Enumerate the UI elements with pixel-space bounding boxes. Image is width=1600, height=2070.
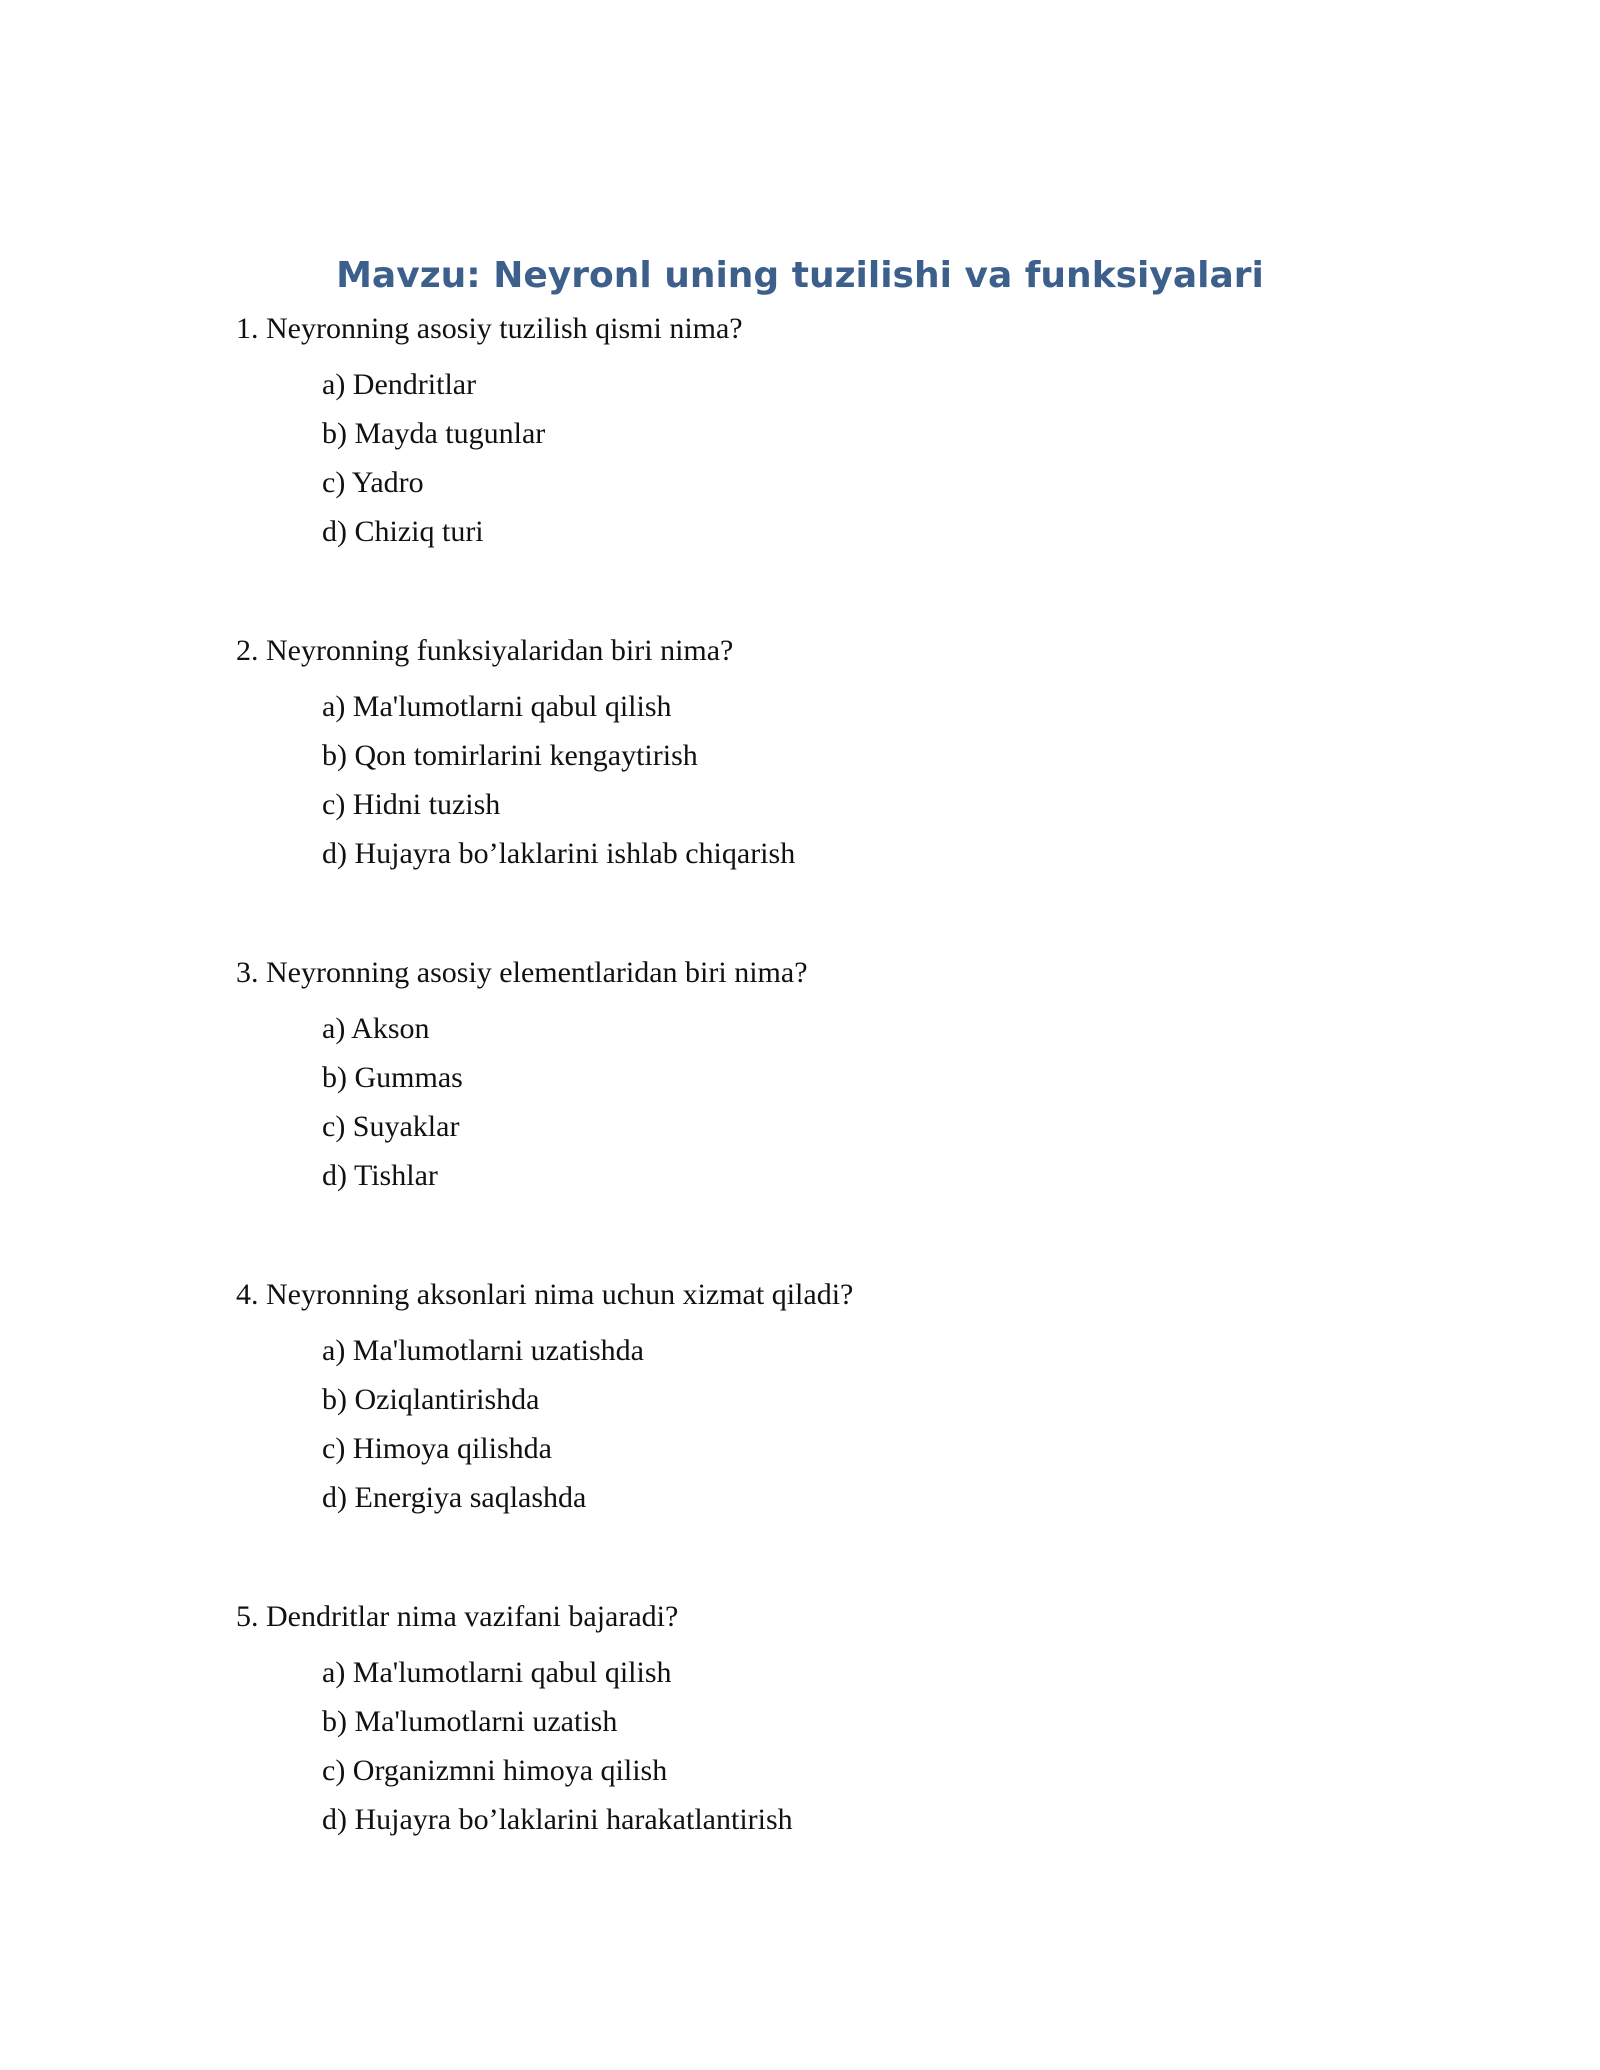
- answer-option: a) Dendritlar: [322, 368, 477, 401]
- answer-options: [322, 1009, 1436, 1196]
- question-text: 1. Neyronning asosiy tuzilish qismi nima?: [236, 312, 743, 345]
- question-4: [236, 1275, 1436, 1527]
- answer-option: a) Akson: [322, 1012, 430, 1045]
- answer-option: a) Ma'lumotlarni uzatishda: [322, 1334, 644, 1367]
- answer-option: c) Yadro: [322, 466, 424, 499]
- answer-option: d) Hujayra bo’laklarini ishlab chiqarish: [322, 837, 796, 870]
- answer-options: [322, 1653, 1436, 1840]
- document-title: Mavzu: Neyronl uning tuzilishi va funksiyalari: [336, 255, 1264, 296]
- answer-option: d) Hujayra bo’laklarini harakatlantirish: [322, 1803, 793, 1836]
- answer-option: a) Ma'lumotlarni qabul qilish: [322, 1656, 672, 1689]
- question-text: 4. Neyronning aksonlari nima uchun xizmat qiladi?: [236, 1278, 854, 1311]
- answer-option: b) Mayda tugunlar: [322, 417, 546, 450]
- answer-options: [322, 365, 1436, 552]
- answer-options: [322, 687, 1436, 874]
- answer-option: b) Oziqlantirishda: [322, 1383, 540, 1416]
- question-text: 5. Dendritlar nima vazifani bajaradi?: [236, 1600, 679, 1633]
- answer-options: [322, 1331, 1436, 1518]
- answer-option: c) Himoya qilishda: [322, 1432, 552, 1465]
- question-text: 2. Neyronning funksiyalaridan biri nima?: [236, 634, 734, 667]
- answer-option: b) Qon tomirlarini kengaytirish: [322, 739, 698, 772]
- answer-option: c) Suyaklar: [322, 1110, 460, 1143]
- answer-option: d) Tishlar: [322, 1159, 438, 1192]
- answer-option: d) Energiya saqlashda: [322, 1481, 587, 1514]
- question-2: [236, 631, 1436, 883]
- question-5: [236, 1597, 1436, 1849]
- answer-option: c) Organizmni himoya qilish: [322, 1754, 668, 1787]
- answer-option: a) Ma'lumotlarni qabul qilish: [322, 690, 672, 723]
- answer-option: d) Chiziq turi: [322, 515, 484, 548]
- question-text: 3. Neyronning asosiy elementlaridan biri nima?: [236, 956, 808, 989]
- answer-option: b) Ma'lumotlarni uzatish: [322, 1705, 618, 1738]
- answer-option: c) Hidni tuzish: [322, 788, 501, 821]
- answer-option: b) Gummas: [322, 1061, 463, 1094]
- question-1: [236, 309, 1436, 561]
- question-3: [236, 953, 1436, 1205]
